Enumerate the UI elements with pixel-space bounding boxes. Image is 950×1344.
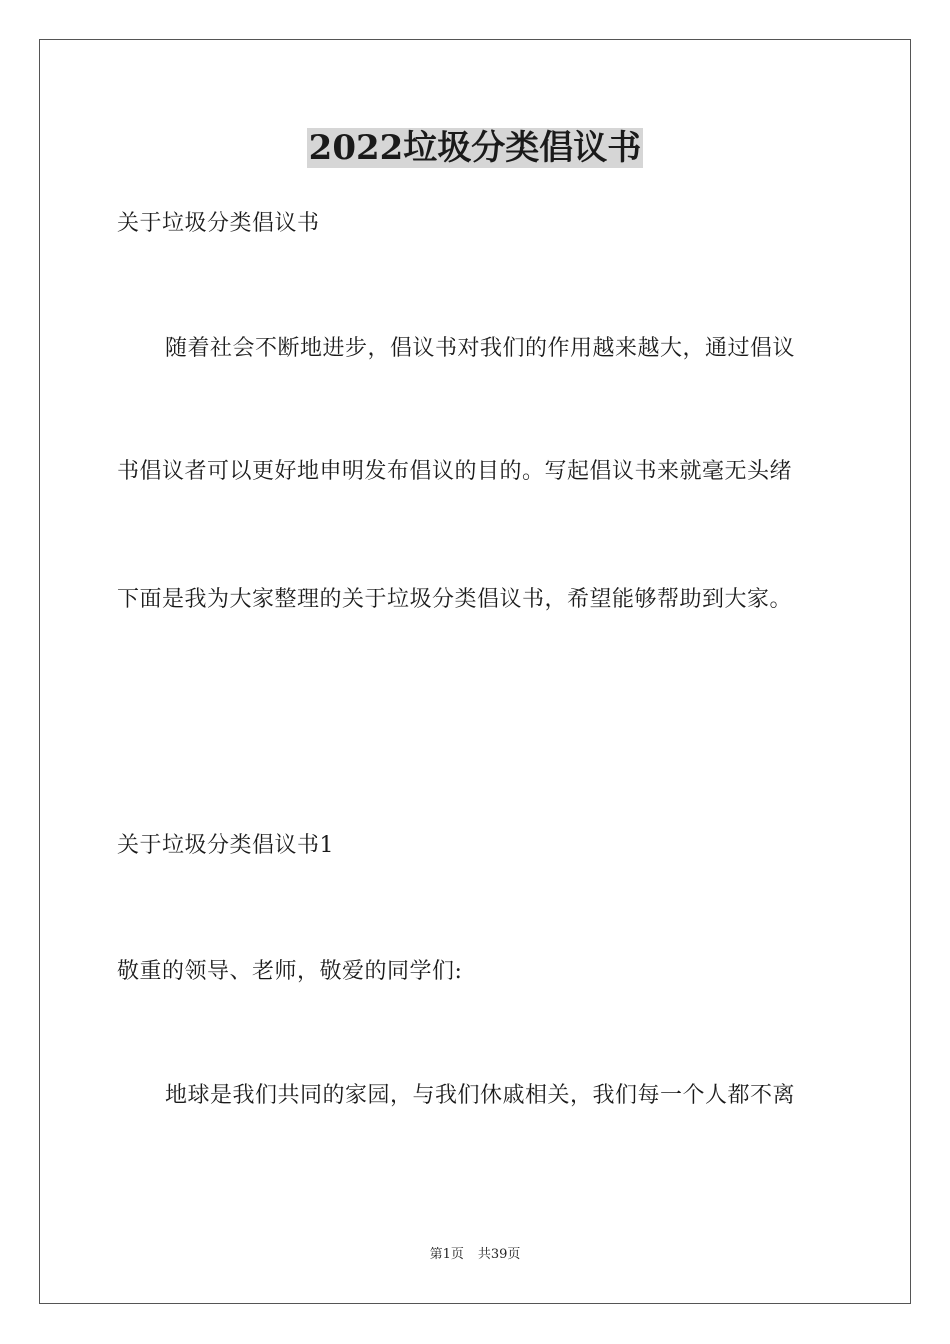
- page-total: 共39页: [477, 1247, 521, 1262]
- intro-line-2: 书倡议者可以更好地申明发布倡议的目的。写起倡议书来就毫无头绪: [117, 459, 793, 484]
- subtitle: 关于垃圾分类倡议书: [117, 211, 320, 236]
- intro-line-1: 随着社会不断地进步，倡议书对我们的作用越来越大，通过倡议: [165, 336, 796, 361]
- intro-line-3: 下面是我为大家整理的关于垃圾分类倡议书，希望能够帮助到大家。: [117, 587, 793, 612]
- document-title-text: 2022垃圾分类倡议书: [308, 128, 642, 168]
- salutation: 敬重的领导、老师，敬爱的同学们:: [117, 959, 463, 984]
- body-paragraph-line: 地球是我们共同的家园，与我们休戚相关，我们每一个人都不离: [165, 1083, 796, 1108]
- page-footer: [0, 1246, 950, 1264]
- section-heading: 关于垃圾分类倡议书1: [117, 833, 334, 858]
- page-number: 第1页: [429, 1247, 464, 1262]
- document-title: [0, 126, 950, 170]
